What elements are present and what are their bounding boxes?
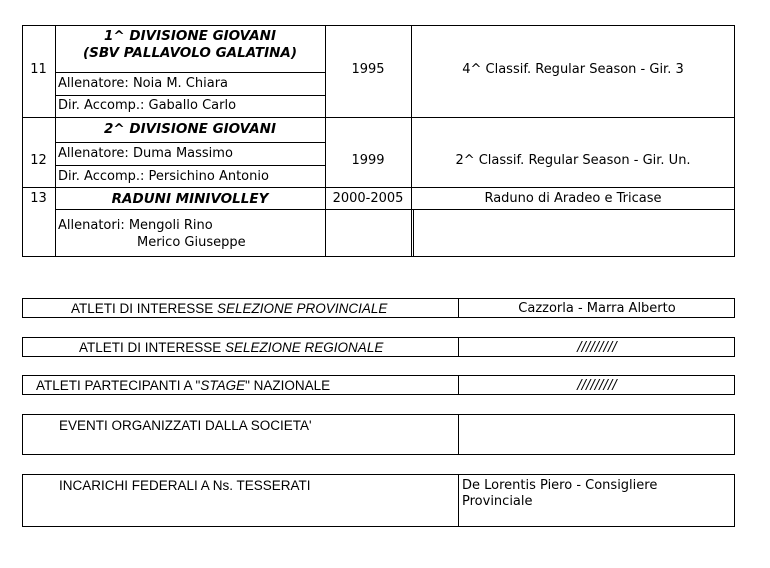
stage-nazionale-box	[22, 375, 735, 395]
incarichi-box	[22, 474, 735, 527]
selezione-regionale-value: /////////	[577, 340, 617, 355]
season-year: 1999	[351, 153, 385, 168]
row-number: 12	[30, 153, 47, 168]
season-result: Raduno di Aradeo e Tricase	[484, 191, 662, 206]
team-subtitle: (SBV PALLAVOLO GALATINA)	[82, 45, 298, 61]
incarichi-label: INCARICHI FEDERALI A Ns. TESSERATI	[59, 478, 311, 493]
selezione-regionale-label: ATLETI DI INTERESSE SELEZIONE REGIONALE	[79, 340, 384, 355]
season-result: 2^ Classif. Regular Season - Gir. Un.	[455, 153, 691, 168]
incarichi-value-line1: De Lorentis Piero - Consigliere	[462, 478, 658, 493]
stage-nazionale-label: ATLETI PARTECIPANTI A "STAGE" NAZIONALE	[36, 378, 331, 393]
team-title: 1^ DIVISIONE GIOVANI	[104, 28, 276, 44]
incarichi-value-line2: Provinciale	[462, 494, 533, 509]
selezione-provinciale-value: Cazzorla - Marra Alberto	[518, 301, 676, 316]
coaches-label: Allenatori: Mengoli Rino	[58, 218, 213, 233]
manager-label: Dir. Accomp.: Gaballo Carlo	[58, 98, 237, 113]
season-year: 2000-2005	[332, 191, 404, 206]
season-year: 1995	[351, 62, 385, 77]
coach-label: Allenatore: Duma Massimo	[58, 146, 233, 161]
selezione-provinciale-box	[22, 298, 735, 318]
eventi-box	[22, 414, 735, 455]
season-result: 4^ Classif. Regular Season - Gir. 3	[462, 62, 684, 77]
selezione-regionale-box	[22, 337, 735, 357]
stage-nazionale-value: /////////	[577, 378, 617, 393]
team-title: 2^ DIVISIONE GIOVANI	[104, 121, 276, 137]
manager-label: Dir. Accomp.: Persichino Antonio	[58, 169, 269, 184]
selezione-provinciale-label: ATLETI DI INTERESSE SELEZIONE PROVINCIALE	[71, 301, 388, 316]
team-title: RADUNI MINIVOLLEY	[111, 191, 269, 207]
row-number: 11	[30, 62, 47, 77]
eventi-label: EVENTI ORGANIZZATI DALLA SOCIETA'	[59, 418, 312, 433]
coaches-label-2: Merico Giuseppe	[137, 235, 246, 250]
row-number: 13	[30, 191, 47, 206]
coach-label: Allenatore: Noia M. Chiara	[58, 76, 229, 91]
